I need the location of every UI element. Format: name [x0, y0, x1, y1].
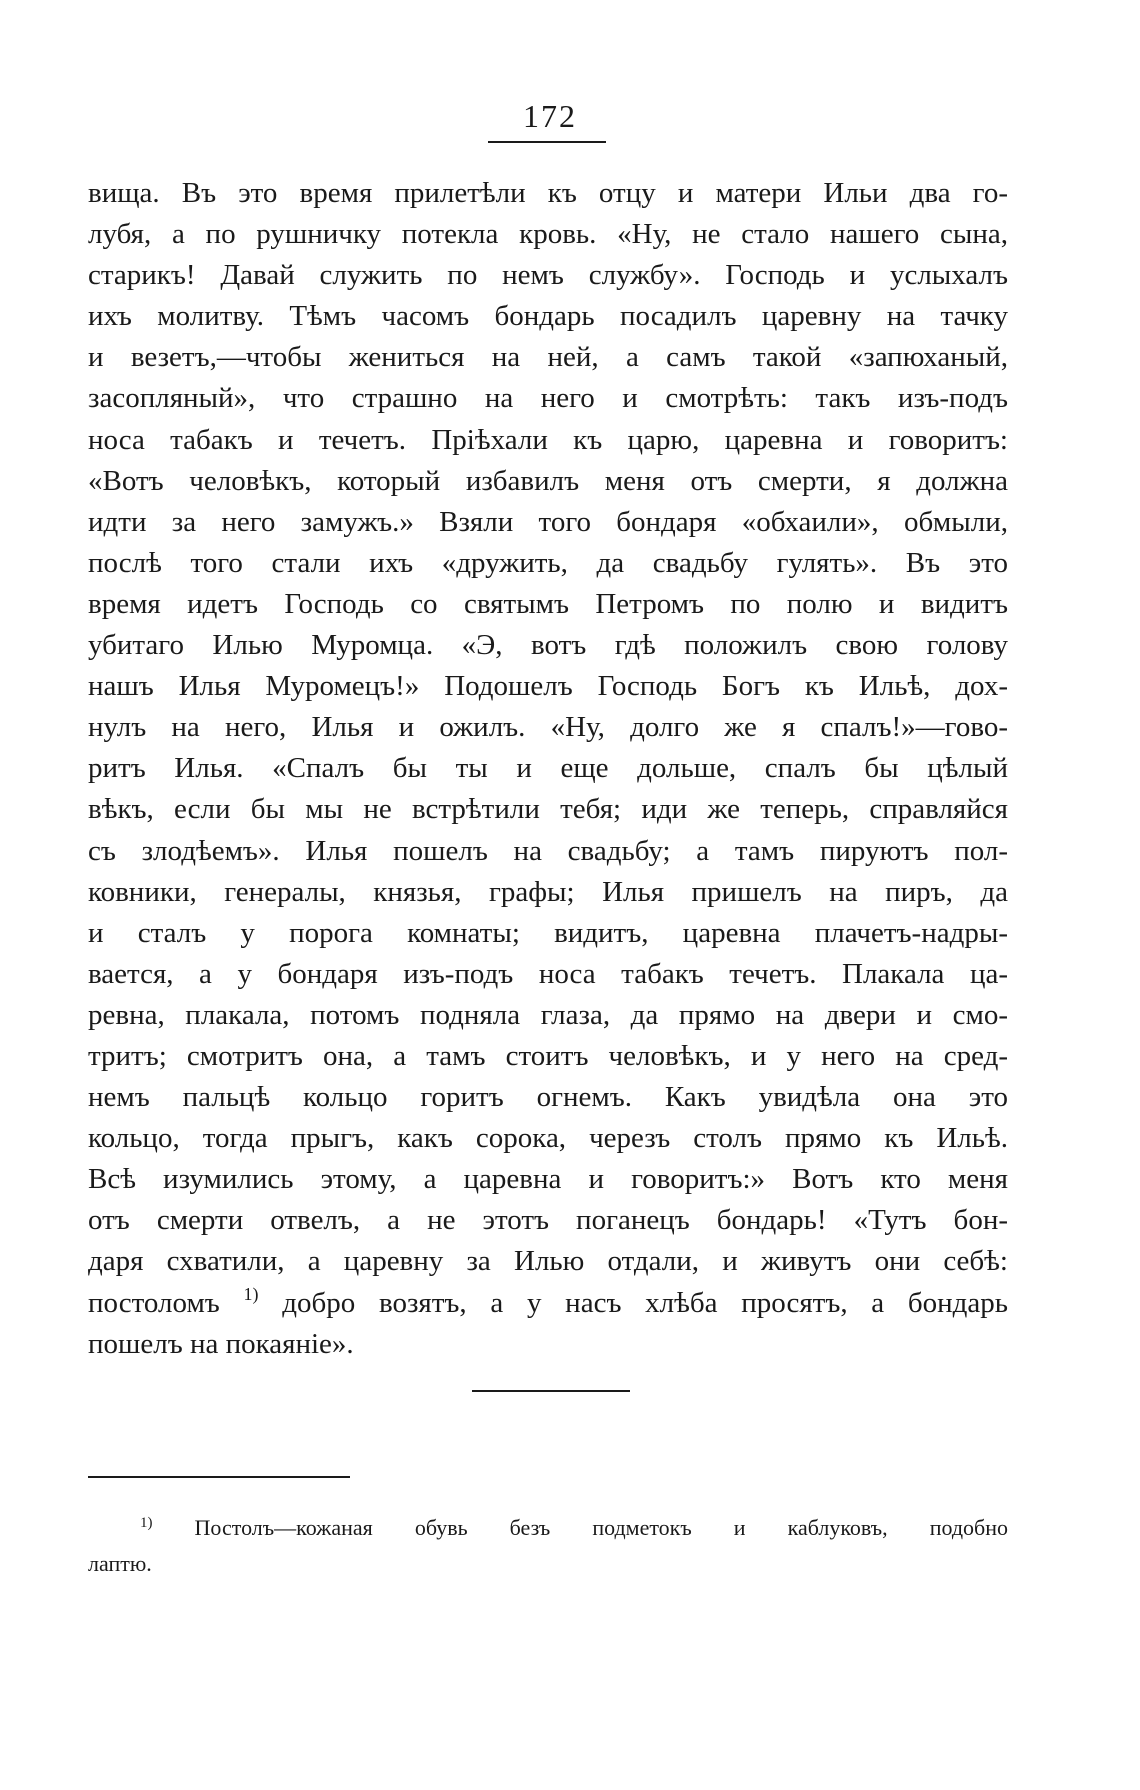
- page-number: 172: [523, 98, 577, 134]
- footnote-line: лаптю.: [88, 1551, 152, 1576]
- text-line: ихъ молитву. Тѣмъ часомъ бондарь посадилъ царевну на тачку: [88, 300, 1008, 333]
- footnote: [88, 1510, 1008, 1582]
- text-line: Всѣ изумились этому, а царевна и говоритъ:» Вотъ кто меня: [88, 1163, 1008, 1196]
- text-line: носа табакъ и течетъ. Пріѣхали къ царю, царевна и говоритъ:: [88, 423, 1008, 456]
- text-line: идти за него замужъ.» Взяли того бондаря «обхаили», обмыли,: [88, 505, 1008, 538]
- footnote-text: Постолъ—кожаная обувь безъ подметокъ и каблуковъ, подобно: [152, 1515, 1008, 1540]
- section-end-rule: [472, 1390, 630, 1392]
- text-line: отъ смерти отвелъ, а не этотъ поганецъ бондарь! «Тутъ бон-: [88, 1204, 1008, 1237]
- text-line: ритъ Илья. «Спалъ бы ты и еще дольше, спалъ бы цѣлый: [88, 752, 1008, 785]
- body-text: [88, 173, 1008, 1365]
- text-segment: постоломъ: [88, 1286, 244, 1319]
- text-line: послѣ того стали ихъ «дружить, да свадьбу гулять». Въ это: [88, 546, 1008, 579]
- text-line: «Вотъ человѣкъ, который избавилъ меня отъ смерти, я должна: [88, 464, 1008, 497]
- text-line: убитаго Илью Муромца. «Э, вотъ гдѣ положилъ свою голову: [88, 629, 1008, 662]
- footnote-separator: [88, 1476, 350, 1478]
- footnote-reference[interactable]: 1): [243, 1283, 259, 1304]
- text-line: нулъ на него, Илья и ожилъ. «Ну, долго же я спалъ!»—гово-: [88, 711, 1008, 744]
- text-line: лубя, а по рушничку потекла кровь. «Ну, не стало нашего сына,: [88, 218, 1008, 251]
- text-line: даря схватили, а царевну за Илью отдали, и живутъ они себѣ:: [88, 1245, 1008, 1278]
- text-line: ревна, плакала, потомъ подняла глаза, да прямо на двери и смо-: [88, 998, 1008, 1031]
- footnote-marker: 1): [140, 1515, 153, 1531]
- text-line: засопляный», что страшно на него и смотрѣть: такъ изъ-подъ: [88, 382, 1008, 415]
- text-line: вѣкъ, если бы мы не встрѣтили тебя; иди же теперь, справляйся: [88, 793, 1008, 826]
- text-line: и везетъ,—чтобы жениться на ней, а самъ такой «запюханый,: [88, 341, 1008, 374]
- text-line: старикъ! Давай служить по немъ службу». Господь и услыхалъ: [88, 259, 1008, 292]
- text-segment: добро возятъ, а у насъ хлѣба просятъ, а бондарь: [258, 1286, 1009, 1319]
- text-line: ковники, генералы, князья, графы; Илья пришелъ на пиръ, да: [88, 875, 1008, 908]
- page-number-underline: [488, 141, 606, 143]
- text-line: и сталъ у порога комнаты; видитъ, царевна плачетъ-надры-: [88, 916, 1008, 949]
- text-line: кольцо, тогда прыгъ, какъ сорока, черезъ столъ прямо къ Ильѣ.: [88, 1122, 1008, 1155]
- footnote-line: [88, 1510, 1008, 1546]
- text-line-with-note: [88, 1283, 1008, 1324]
- text-line: время идетъ Господь со святымъ Петромъ по полю и видитъ: [88, 587, 1008, 620]
- text-line: съ злодѣемъ». Илья пошелъ на свадьбу; а тамъ пируютъ пол-: [88, 834, 1008, 867]
- text-line-final: пошелъ на покаяніе».: [88, 1327, 354, 1360]
- text-line: тритъ; смотритъ она, а тамъ стоитъ человѣкъ, и у него на сред-: [88, 1039, 1008, 1072]
- text-line: немъ пальцѣ кольцо горитъ огнемъ. Какъ увидѣла она это: [88, 1081, 1008, 1114]
- text-line: нашъ Илья Муромецъ!» Подошелъ Господь Богъ къ Ильѣ, дох-: [88, 670, 1008, 703]
- text-line: вается, а у бондаря изъ-подъ носа табакъ течетъ. Плакала ца-: [88, 957, 1008, 990]
- text-line: вища. Въ это время прилетѣли къ отцу и матери Ильи два го-: [88, 177, 1008, 209]
